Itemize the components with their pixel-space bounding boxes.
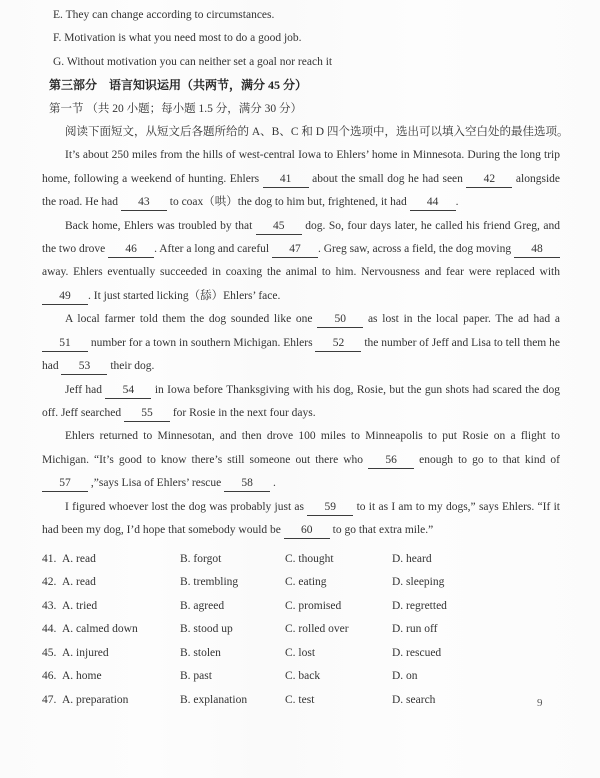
- option-a: A. read: [62, 552, 96, 565]
- option-a: A. calmed down: [62, 623, 138, 636]
- cloze-blank-57: 57: [42, 476, 88, 492]
- choice-line-g: G. Without motivation you can neither set a goal nor reach it: [53, 55, 333, 68]
- option-d: D. on: [392, 670, 418, 683]
- option-number: 47.: [42, 693, 57, 706]
- option-number: 41.: [42, 552, 57, 565]
- option-d: D. rescued: [392, 646, 442, 659]
- document-content: [42, 4, 569, 712]
- option-a: A. preparation: [62, 693, 129, 706]
- option-number: 45.: [42, 646, 57, 659]
- cloze-paragraph-2: Back home, Ehlers was troubled by that 45 dog. So, four days later, he called his friend Greg, and the two drove 46 . After a long and careful 47 . Greg saw, across a field, the dog moving 48 away. Ehlers eventually succeeded in coaxing the animal to him. Nervousness and fear were replaced with 49 . It just started licking（舔）Ehlers’ face.: [42, 215, 560, 309]
- cloze-paragraph-5: Ehlers returned to Minnesotan, and then drove 100 miles to Minneapolis to put Rosie on a flight to Michigan. “It’s good to know there’s still someone out there who 56 enough to go to that kind of 57 ,”says Lisa of Ehlers’ rescue 58 .: [42, 425, 560, 495]
- option-c: C. back: [285, 670, 321, 683]
- cloze-paragraph-3: A local farmer told them the dog sounded like one 50 as lost in the local paper. The ad had a 51 number for a town in southern Michigan. Ehlers 52 the number of Jeff and Lisa to tell them he had 53 their dog.: [42, 308, 560, 378]
- cloze-blank-42: 42: [466, 172, 512, 188]
- section-heading: 第一节 （共 20 小题；每小题 1.5 分，满分 30 分）: [49, 102, 302, 115]
- cloze-blank-51: 51: [42, 336, 88, 352]
- cloze-blank-47: 47: [272, 242, 318, 258]
- cloze-blank-48: 48: [514, 242, 560, 258]
- option-row-46: [42, 665, 560, 689]
- option-number: 43.: [42, 599, 57, 612]
- cloze-blank-41: 41: [263, 172, 309, 188]
- option-b: B. past: [180, 670, 212, 683]
- option-c: C. thought: [285, 552, 334, 565]
- instruction-line: 阅读下面短文，从短文后各题所给的 A、B、C 和 D 四个选项中，选出可以填入空白处的最佳选项。: [65, 126, 569, 139]
- option-b: B. stolen: [180, 646, 221, 659]
- cloze-blank-55: 55: [124, 406, 170, 422]
- cloze-blank-53: 53: [61, 359, 107, 375]
- cloze-blank-46: 46: [108, 242, 154, 258]
- cloze-blank-44: 44: [410, 195, 456, 211]
- cloze-paragraph-4: Jeff had 54 in Iowa before Thanksgiving with his dog, Rosie, but the gun shots had scared the dog off. Jeff searched 55 for Rosie in the next four days.: [42, 379, 560, 426]
- option-number: 44.: [42, 623, 57, 636]
- cloze-blank-50: 50: [317, 312, 363, 328]
- option-a: A. tried: [62, 599, 98, 612]
- cloze-blank-58: 58: [224, 476, 270, 492]
- cloze-blank-54: 54: [105, 383, 151, 399]
- option-d: D. regretted: [392, 599, 447, 612]
- option-b: B. trembling: [180, 576, 239, 589]
- cloze-paragraph-1: It’s about 250 miles from the hills of west-central Iowa to Ehlers’ home in Minnesota. During the long trip home, following a weekend of hunting. Ehlers 41 about the small dog he had seen 42 alongside the road. He had 43 to coax（哄）the dog to him but, frightened, it had 44 .: [42, 144, 560, 214]
- option-row-44: [42, 618, 560, 642]
- option-row-41: [42, 548, 560, 572]
- option-row-47: [42, 689, 560, 713]
- option-d: D. heard: [392, 552, 432, 565]
- option-c: C. eating: [285, 576, 327, 589]
- option-row-43: [42, 595, 560, 619]
- option-d: D. search: [392, 693, 436, 706]
- option-number: 46.: [42, 670, 57, 683]
- option-b: B. agreed: [180, 599, 225, 612]
- option-number: 42.: [42, 576, 57, 589]
- cloze-paragraph-6: I figured whoever lost the dog was probably just as 59 to it as I am to my dogs,” says Ehlers. “If it had been my dog, I’d hope that somebody would be 60 to go that extra mile.”: [42, 496, 560, 543]
- cloze-blank-49: 49: [42, 289, 88, 305]
- cloze-blank-45: 45: [256, 219, 302, 235]
- option-c: C. promised: [285, 599, 342, 612]
- option-a: A. home: [62, 670, 102, 683]
- option-a: A. read: [62, 576, 96, 589]
- option-c: C. lost: [285, 646, 316, 659]
- option-row-42: [42, 571, 560, 595]
- option-b: B. stood up: [180, 623, 233, 636]
- cloze-blank-60: 60: [284, 523, 330, 539]
- cloze-blank-56: 56: [368, 453, 414, 469]
- option-c: C. test: [285, 693, 315, 706]
- option-row-45: [42, 642, 560, 666]
- option-b: B. forgot: [180, 552, 222, 565]
- part-heading: 第三部分 语言知识运用（共两节，满分 45 分）: [49, 78, 308, 93]
- choice-line-f: F. Motivation is what you need most to do a good job.: [53, 32, 302, 45]
- choice-line-e: E. They can change according to circumstances.: [53, 9, 275, 21]
- option-c: C. rolled over: [285, 623, 349, 636]
- cloze-blank-43: 43: [121, 195, 167, 211]
- cloze-blank-59: 59: [307, 500, 353, 516]
- option-d: D. run off: [392, 623, 438, 636]
- cloze-blank-52: 52: [315, 336, 361, 352]
- option-d: D. sleeping: [392, 576, 445, 589]
- options-table: [42, 548, 560, 713]
- option-b: B. explanation: [180, 693, 248, 706]
- page-number: 9: [537, 697, 543, 709]
- option-a: A. injured: [62, 646, 109, 659]
